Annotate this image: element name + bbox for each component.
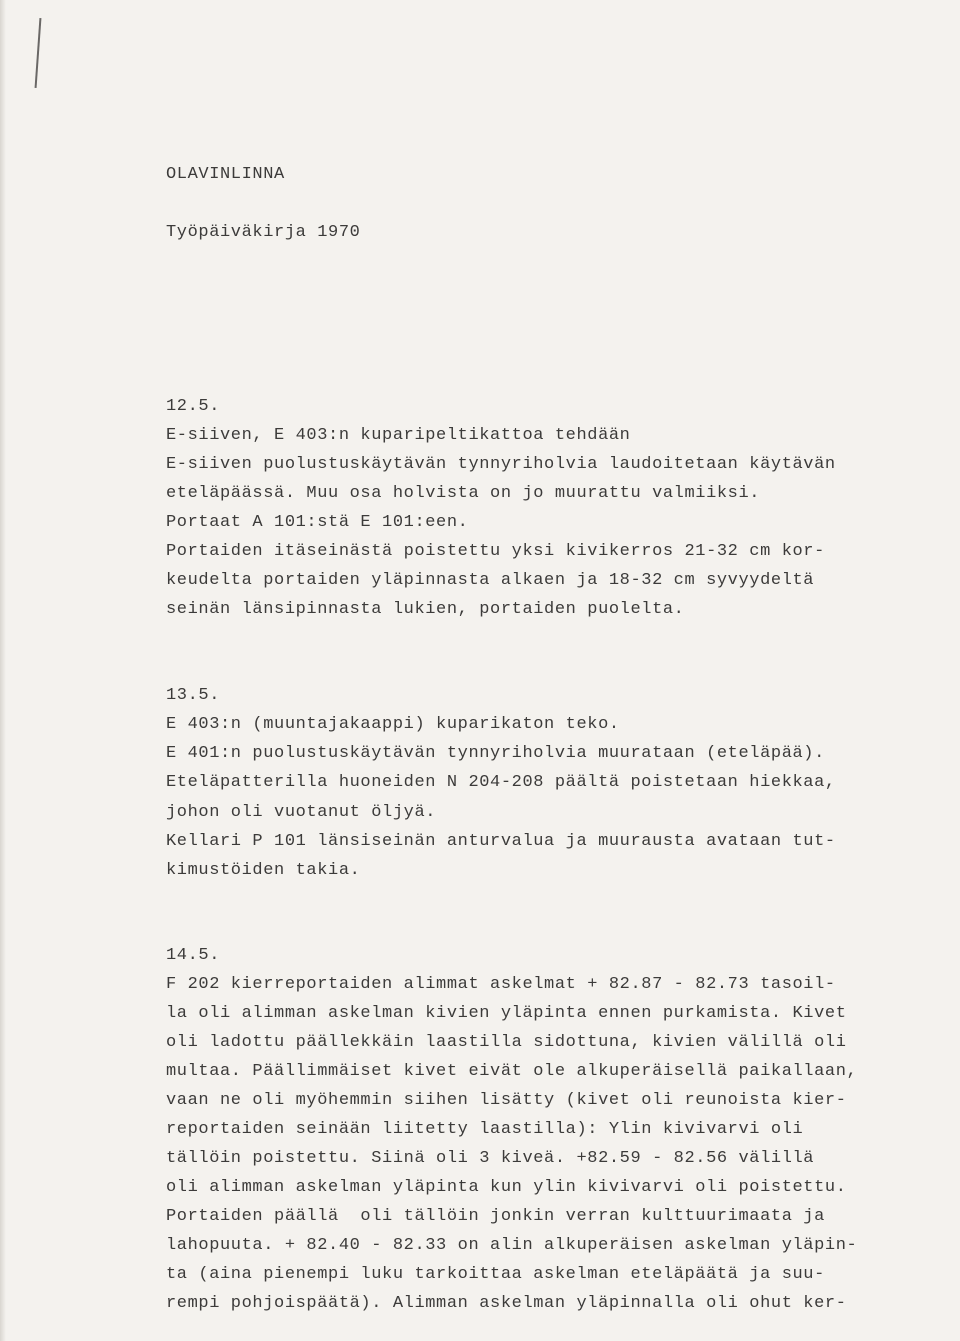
- entry-line: rempi pohjoispäätä). Alimman askelman yläpinnalla oli ohut ker-: [166, 1294, 847, 1313]
- entry-line: vaan ne oli myöhemmin siihen lisätty (kivet oli reunoista kier-: [166, 1091, 847, 1110]
- entry-line: E 401:n puolustuskäytävän tynnyriholvia muurataan (eteläpää).: [166, 744, 825, 763]
- entry-line: Kellari P 101 länsiseinän anturvalua ja muurausta avataan tut-: [166, 832, 836, 851]
- entry-line: eteläpäässä. Muu osa holvista on jo muurattu valmiiksi.: [166, 484, 761, 503]
- entry-line: E-siiven, E 403:n kuparipeltikattoa tehdään: [166, 426, 631, 445]
- entry-line: tällöin poistettu. Siinä oli 3 kiveä. +82.59 - 82.56 välillä: [166, 1149, 815, 1168]
- entry-date: 13.5.: [166, 686, 221, 705]
- document-subtitle: Työpäiväkirja 1970: [166, 223, 361, 242]
- entry-line: oli ladottu päällekkäin laastilla sidottuna, kivien välillä oli: [166, 1033, 847, 1052]
- entry-line: Eteläpatterilla huoneiden N 204-208 päältä poistetaan hiekkaa,: [166, 773, 836, 792]
- scan-edge-shadow: [0, 0, 6, 1341]
- entry-line: reportaiden seinään liitetty laastilla): Ylin kivivarvi oli: [166, 1120, 804, 1139]
- entry-line: F 202 kierreportaiden alimmat askelmat + 82.87 - 82.73 tasoil-: [166, 975, 836, 994]
- document-title: OLAVINLINNA: [166, 165, 285, 184]
- entry-line: seinän länsipinnasta lukien, portaiden puolelta.: [166, 600, 685, 619]
- entry-line: multaa. Päällimmäiset kivet eivät ole alkuperäisellä paikallaan,: [166, 1062, 858, 1081]
- entry-line: johon oli vuotanut öljyä.: [166, 803, 437, 822]
- entry-date: 12.5.: [166, 397, 221, 416]
- entry-line: ta (aina pienempi luku tarkoittaa askelman eteläpäätä ja suu-: [166, 1265, 825, 1284]
- pencil-mark: [35, 18, 42, 88]
- entry-line: la oli alimman askelman kivien yläpinta ennen purkamista. Kivet: [166, 1004, 847, 1023]
- entry-line: lahopuuta. + 82.40 - 82.33 on alin alkuperäisen askelman yläpin-: [166, 1236, 858, 1255]
- entry-line: Portaat A 101:stä E 101:een.: [166, 513, 469, 532]
- entry-date: 14.5.: [166, 946, 221, 965]
- entry-line: Portaiden päällä oli tällöin jonkin verran kulttuurimaata ja: [166, 1207, 825, 1226]
- entry-line: E 403:n (muuntajakaappi) kuparikaton teko.: [166, 715, 620, 734]
- entry-line: keudelta portaiden yläpinnasta alkaen ja 18-32 cm syvyydeltä: [166, 571, 815, 590]
- entry-line: oli alimman askelman yläpinta kun ylin kivivarvi oli poistettu.: [166, 1178, 847, 1197]
- entry-line: Portaiden itäseinästä poistettu yksi kivikerros 21-32 cm kor-: [166, 542, 825, 561]
- entry-line: E-siiven puolustuskäytävän tynnyriholvia laudoitetaan käytävän: [166, 455, 836, 474]
- entry-line: kimustöiden takia.: [166, 861, 361, 880]
